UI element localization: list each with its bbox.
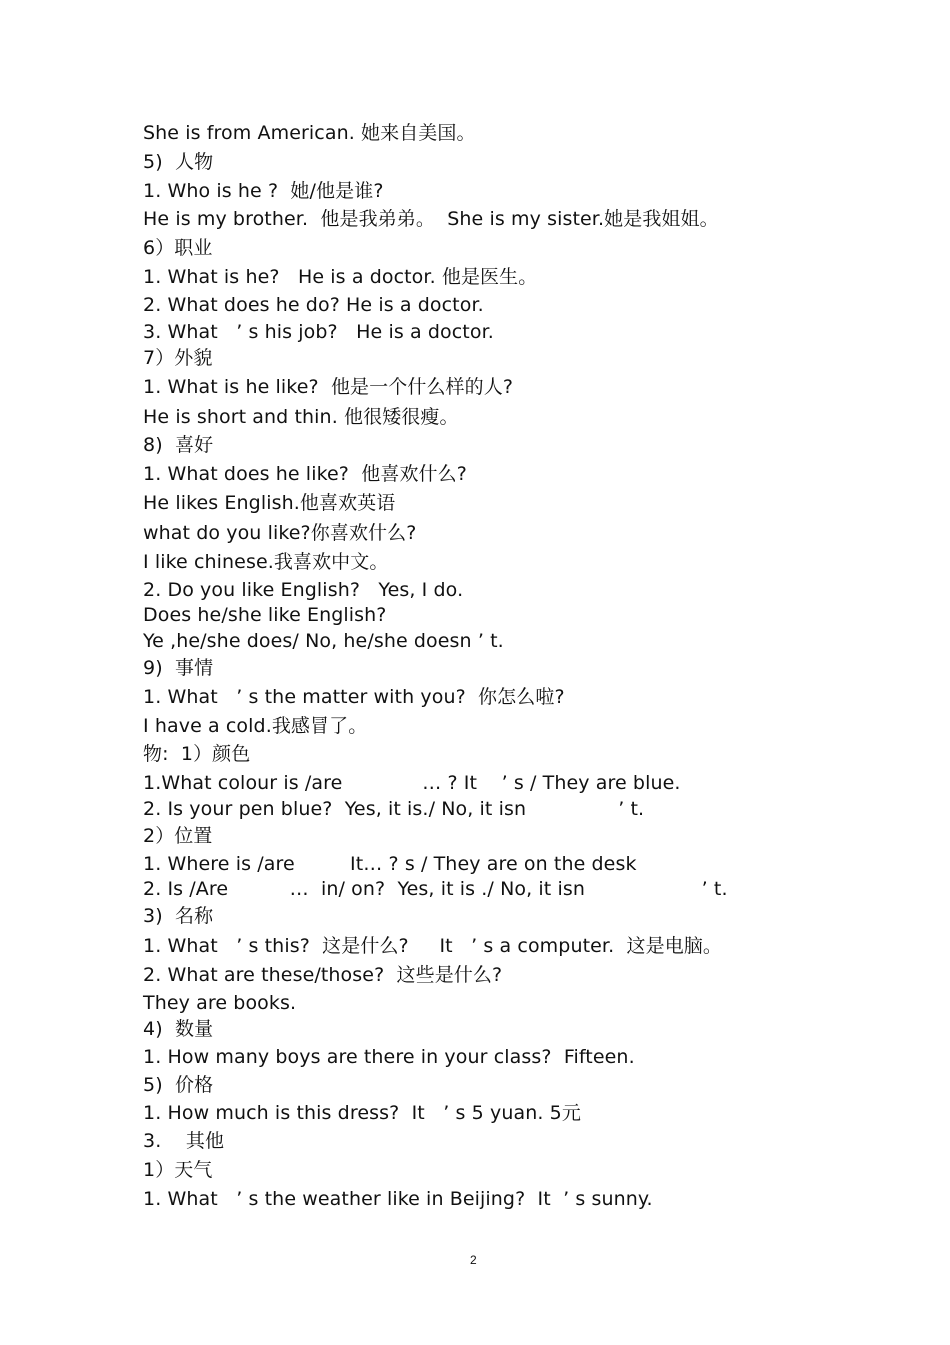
section-heading: 4) 数量 — [143, 1018, 214, 1040]
section-heading: 6）职业 — [143, 237, 213, 259]
text-line: I have a cold.我感冒了。 — [143, 715, 368, 737]
text-line: 2. Do you like English? Yes, I do. — [143, 579, 464, 601]
page-number: 2 — [470, 1253, 477, 1267]
text-line: 1. What does he like? 他喜欢什么? — [143, 463, 467, 485]
text-line: 1. What is he like? 他是一个什么样的人? — [143, 376, 514, 398]
text-line: 1. What ’ s this? 这是什么? It ’ s a computer. 这是电脑。 — [143, 935, 723, 957]
section-heading: 2）位置 — [143, 825, 213, 847]
text-line: 3. What ’ s his job? He is a doctor. — [143, 321, 494, 343]
section-heading: 5) 价格 — [143, 1074, 214, 1096]
section-heading: 9) 事情 — [143, 657, 214, 679]
text-line: He is my brother. 他是我弟弟。 She is my sister.她是我姐姐。 — [143, 208, 719, 230]
text-line: She is from American. 她来自美国。 — [143, 122, 476, 144]
text-line: 1.What colour is /are … ? It ’ s / They are blue. — [143, 772, 681, 794]
text-line: 1. How much is this dress? It ’ s 5 yuan. 5元 — [143, 1102, 581, 1124]
text-line: what do you like?你喜欢什么? — [143, 522, 417, 544]
text-line: Does he/she like English? — [143, 604, 387, 626]
section-heading: 3. 其他 — [143, 1130, 225, 1152]
text-line: 2. What are these/those? 这些是什么? — [143, 964, 503, 986]
section-heading: 1）天气 — [143, 1159, 213, 1181]
text-line: 1. What ’ s the weather like in Beijing? It ’ s sunny. — [143, 1188, 653, 1210]
text-line: They are books. — [143, 992, 297, 1014]
section-heading: 7）外貌 — [143, 347, 213, 369]
text-line: He is short and thin. 他很矮很瘦。 — [143, 406, 459, 428]
text-line: 1. What ’ s the matter with you? 你怎么啦? — [143, 686, 565, 708]
text-line: I like chinese.我喜欢中文。 — [143, 551, 389, 573]
section-heading: 3) 名称 — [143, 905, 214, 927]
section-heading: 5) 人物 — [143, 151, 214, 173]
text-line: 1. Where is /are It… ? s / They are on the desk — [143, 853, 637, 875]
text-line: 1. Who is he ? 她/他是谁? — [143, 180, 384, 202]
text-line: 2. Is your pen blue? Yes, it is./ No, it isn ’ t. — [143, 798, 645, 820]
text-line: 1. What is he? He is a doctor. 他是医生。 — [143, 266, 538, 288]
text-line: He likes English.他喜欢英语 — [143, 492, 396, 514]
section-heading: 物: 1）颜色 — [143, 743, 251, 765]
section-heading: 8) 喜好 — [143, 434, 214, 456]
text-line: 2. What does he do? He is a doctor. — [143, 294, 484, 316]
text-line: 1. How many boys are there in your class? Fifteen. — [143, 1046, 635, 1068]
text-line: Ye ,he/she does/ No, he/she doesn ’ t. — [143, 630, 504, 652]
text-line: 2. Is /Are … in/ on? Yes, it is ./ No, it isn ’ t. — [143, 878, 728, 900]
